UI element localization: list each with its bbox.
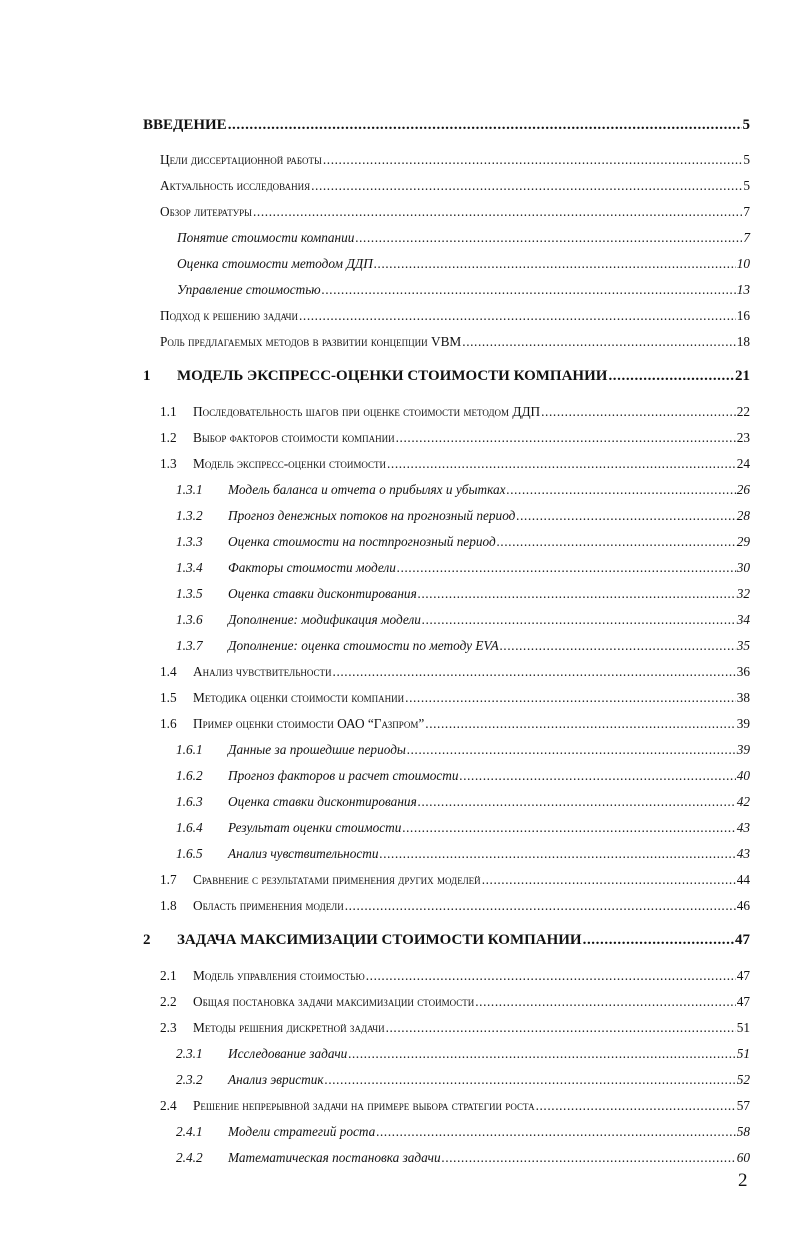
toc-entry-title: Модель управления стоимостью — [193, 968, 365, 983]
toc-entry[interactable] — [0, 768, 796, 788]
toc-entry-number: 1.3.7 — [176, 638, 203, 653]
toc-entry-number: 1.6.2 — [176, 768, 203, 783]
toc-entry-number: 1.1 — [160, 404, 177, 419]
toc-entry-number: 1.3.2 — [176, 508, 203, 523]
dot-leader — [228, 117, 742, 134]
toc-entry-number: 1.6 — [160, 716, 177, 731]
toc-entry-page: 44 — [736, 872, 750, 887]
toc-entry-line — [228, 846, 750, 862]
toc-entry[interactable] — [0, 368, 796, 388]
toc-entry[interactable] — [0, 690, 796, 710]
dot-leader — [460, 768, 736, 784]
toc-entry-title: ВВЕДЕНИЕ — [143, 117, 227, 133]
dot-leader — [311, 178, 742, 194]
toc-entry-title: Анализ чувствительности — [193, 664, 332, 679]
toc-entry[interactable] — [0, 308, 796, 328]
toc-entry-line — [228, 768, 750, 784]
toc-entry-line — [193, 430, 750, 446]
toc-entry-page: 32 — [736, 586, 750, 601]
toc-entry[interactable] — [0, 204, 796, 224]
dot-leader — [608, 368, 734, 385]
toc-entry-line — [160, 204, 750, 220]
toc-entry-title: Результат оценки стоимости — [228, 820, 402, 835]
toc-entry-page: 7 — [743, 230, 750, 245]
toc-entry[interactable] — [0, 334, 796, 354]
toc-entry-page: 47 — [736, 968, 750, 983]
toc-entry-number: 1.6.3 — [176, 794, 203, 809]
toc-entry[interactable] — [0, 178, 796, 198]
toc-entry-title: Модели стратегий роста — [228, 1124, 376, 1139]
toc-entry-number: 1.6.5 — [176, 846, 203, 861]
toc-entry[interactable] — [0, 794, 796, 814]
toc-entry[interactable] — [0, 898, 796, 918]
toc-entry-line — [160, 178, 750, 194]
toc-entry-title: Методика оценки стоимости компании — [193, 690, 405, 705]
dot-leader — [396, 430, 736, 446]
toc-entry-number: 2.4.2 — [176, 1150, 203, 1165]
toc-entry[interactable] — [0, 152, 796, 172]
toc-entry-page: 13 — [736, 282, 750, 297]
toc-entry-title: Управление стоимостью — [177, 282, 321, 297]
dot-leader — [366, 968, 736, 984]
toc-entry[interactable] — [0, 932, 796, 952]
dot-leader — [418, 586, 736, 602]
toc-entry-page: 38 — [736, 690, 750, 705]
toc-entry-title: ЗАДАЧА МАКСИМИЗАЦИИ СТОИМОСТИ КОМПАНИИ — [177, 932, 582, 948]
toc-entry-title: Анализ эвристик — [228, 1072, 324, 1087]
toc-entry[interactable] — [0, 560, 796, 580]
toc-entry-title: Оценка стоимости методом ДДП — [177, 256, 373, 271]
toc-entry-title: Математическая постановка задачи — [228, 1150, 441, 1165]
dot-leader — [442, 1150, 736, 1166]
dot-leader — [323, 152, 743, 168]
dot-leader — [397, 560, 736, 576]
toc-entry[interactable] — [0, 1150, 796, 1170]
toc-entry-title: Последовательность шагов при оценке стоимости методом ДДП — [193, 404, 541, 419]
toc-entry-line — [193, 690, 750, 706]
toc-entry-number: 1.6.4 — [176, 820, 203, 835]
toc-entry-page: 29 — [736, 534, 750, 549]
toc-entry-number: 1.3 — [160, 456, 177, 471]
dot-leader — [348, 1046, 735, 1062]
toc-entry-page: 60 — [736, 1150, 750, 1165]
dot-leader — [325, 1072, 736, 1088]
toc-entry-number: 2.3.2 — [176, 1072, 203, 1087]
dot-leader — [405, 690, 736, 706]
dot-leader — [536, 1098, 736, 1114]
toc-entry-page: 40 — [736, 768, 750, 783]
toc-entry[interactable] — [0, 1020, 796, 1040]
toc-entry-line — [228, 560, 750, 576]
toc-entry-line — [228, 638, 750, 654]
toc-entry-page: 18 — [736, 334, 750, 349]
toc-entry-number: 1.3.6 — [176, 612, 203, 627]
toc-entry-page: 30 — [736, 560, 750, 575]
toc-entry-title: Понятие стоимости компании — [177, 230, 355, 245]
toc-entry-title: Прогноз факторов и расчет стоимости — [228, 768, 459, 783]
toc-entry-number: 1.3.5 — [176, 586, 203, 601]
toc-entry-number: 2.4 — [160, 1098, 177, 1113]
toc-entry-page: 52 — [736, 1072, 750, 1087]
toc-entry-title: Подход к решению задачи — [160, 308, 298, 323]
toc-entry-line — [193, 1098, 750, 1114]
dot-leader — [376, 1124, 735, 1140]
toc-entry-title: Сравнение с результатами применения других моделей — [193, 872, 481, 887]
toc-entry-page: 10 — [736, 256, 750, 271]
toc-entry-title: Роль предлагаемых методов в развитии концепции VBM — [160, 334, 462, 349]
toc-entry-title: Обзор литературы — [160, 204, 252, 219]
toc-entry-title: Методы решения дискретной задачи — [193, 1020, 385, 1035]
toc-entry-title: Пример оценки стоимости ОАО “Газпром” — [193, 716, 425, 731]
toc-entry[interactable] — [0, 256, 796, 276]
toc-entry-page: 35 — [736, 638, 750, 653]
toc-entry-line — [228, 1046, 750, 1062]
toc-entry-line — [193, 456, 750, 472]
toc-entry-page: 47 — [736, 994, 750, 1009]
toc-entry-page: 47 — [735, 932, 750, 948]
toc-entry-title: Прогноз денежных потоков на прогнозный период — [228, 508, 516, 523]
toc-entry-line — [193, 968, 750, 984]
toc-entry-title: Данные за прошедшие периоды — [228, 742, 406, 757]
toc-entry-page: 46 — [736, 898, 750, 913]
dot-leader — [475, 994, 735, 1010]
dot-leader — [500, 638, 736, 654]
toc-entry-line — [177, 932, 750, 949]
toc-entry-title: Актуальность исследования — [160, 178, 311, 193]
toc-entry-number: 2.2 — [160, 994, 177, 1009]
toc-entry-page: 51 — [736, 1046, 750, 1061]
toc-entry-page: 28 — [736, 508, 750, 523]
dot-leader — [380, 846, 736, 862]
dot-leader — [402, 820, 735, 836]
dot-leader — [497, 534, 736, 550]
dot-leader — [516, 508, 735, 524]
dot-leader — [299, 308, 736, 324]
toc-entry-page: 39 — [736, 742, 750, 757]
toc-entry-line — [193, 404, 750, 420]
toc-entry-line — [228, 482, 750, 498]
toc-entry-page: 34 — [736, 612, 750, 627]
toc-entry-page: 23 — [736, 430, 750, 445]
toc-entry-line — [228, 742, 750, 758]
toc-entry[interactable] — [0, 664, 796, 684]
dot-leader — [345, 898, 736, 914]
toc-entry-line — [228, 820, 750, 836]
toc-entry-title: Оценка ставки дисконтирования — [228, 794, 417, 809]
dot-leader — [407, 742, 736, 758]
toc-entry-line — [177, 256, 750, 272]
toc-entry-number: 2.4.1 — [176, 1124, 203, 1139]
dot-leader — [425, 716, 735, 732]
toc-entry-page: 39 — [736, 716, 750, 731]
toc-entry[interactable] — [0, 994, 796, 1014]
dot-leader — [482, 872, 736, 888]
toc-entry-page: 51 — [736, 1020, 750, 1035]
toc-entry[interactable] — [0, 586, 796, 606]
toc-entry-page: 7 — [743, 204, 750, 219]
dot-leader — [322, 282, 736, 298]
toc-entry[interactable] — [0, 1072, 796, 1092]
toc-entry-number: 2.3.1 — [176, 1046, 203, 1061]
toc-entry-title: Общая постановка задачи максимизации стоимости — [193, 994, 475, 1009]
toc-entry[interactable] — [0, 508, 796, 528]
toc-entry-number: 2.3 — [160, 1020, 177, 1035]
toc-entry-line — [193, 1020, 750, 1036]
toc-entry[interactable] — [0, 282, 796, 302]
dot-leader — [583, 932, 734, 949]
toc-entry-title: Модель экспресс-оценки стоимости — [193, 456, 386, 471]
toc-entry-title: Выбор факторов стоимости компании — [193, 430, 395, 445]
toc-entry[interactable] — [0, 846, 796, 866]
toc-entry[interactable] — [0, 456, 796, 476]
toc-entry-page: 16 — [736, 308, 750, 323]
toc-entry[interactable] — [0, 534, 796, 554]
toc-entry[interactable] — [0, 820, 796, 840]
toc-entry-title: Дополнение: модификация модели — [228, 612, 421, 627]
toc-entry-line — [193, 872, 750, 888]
toc-entry-title: МОДЕЛЬ ЭКСПРЕСС-ОЦЕНКИ СТОИМОСТИ КОМПАНИИ — [177, 368, 608, 384]
dot-leader — [253, 204, 742, 220]
toc-entry-page: 22 — [736, 404, 750, 419]
toc-entry-page: 43 — [736, 846, 750, 861]
toc-entry-title: Факторы стоимости модели — [228, 560, 396, 575]
toc-entry-page: 21 — [735, 368, 750, 384]
toc-entry[interactable] — [0, 404, 796, 424]
toc-entry-page: 5 — [743, 152, 750, 167]
toc-entry-number: 1.3.4 — [176, 560, 203, 575]
toc-entry-line — [228, 508, 750, 524]
toc-entry-line — [228, 1124, 750, 1140]
toc-entry-title: Оценка ставки дисконтирования — [228, 586, 417, 601]
toc-entry-line — [228, 1072, 750, 1088]
toc-entry[interactable] — [0, 1046, 796, 1066]
toc-entry-page: 36 — [736, 664, 750, 679]
toc-entry-title: Решение непрерывной задачи на примере выбора стратегии роста — [193, 1098, 535, 1113]
toc-entry-page: 43 — [736, 820, 750, 835]
toc-entry-page: 57 — [736, 1098, 750, 1113]
dot-leader — [387, 456, 736, 472]
toc-entry[interactable] — [0, 430, 796, 450]
dot-leader — [418, 794, 736, 810]
toc-entry-number: 1.7 — [160, 872, 177, 887]
toc-entry-line — [160, 152, 750, 168]
toc-entry-number: 1.5 — [160, 690, 177, 705]
toc-entry-title: Модель баланса и отчета о прибылях и убытках — [228, 482, 506, 497]
toc-entry-number: 1 — [143, 368, 151, 384]
toc-entry-line — [228, 612, 750, 628]
toc-entry[interactable] — [0, 612, 796, 632]
toc-entry-title: Анализ чувствительности — [228, 846, 379, 861]
toc-entry-line — [228, 586, 750, 602]
dot-leader — [507, 482, 736, 498]
toc-entry-number: 2 — [143, 932, 151, 948]
toc-entry-page: 42 — [736, 794, 750, 809]
toc-entry-page: 5 — [743, 178, 750, 193]
dot-leader — [355, 230, 742, 246]
dot-leader — [333, 664, 736, 680]
toc-entry[interactable] — [0, 1098, 796, 1118]
toc-entry-line — [193, 898, 750, 914]
toc-entry-page: 24 — [736, 456, 750, 471]
dot-leader — [541, 404, 736, 420]
toc-entry-line — [177, 368, 750, 385]
page-number: 2 — [738, 1170, 748, 1191]
toc-entry-title: Исследование задачи — [228, 1046, 348, 1061]
toc-entry-line — [160, 308, 750, 324]
toc-entry-line — [177, 282, 750, 298]
dot-leader — [422, 612, 736, 628]
dot-leader — [374, 256, 736, 272]
toc-entry-title: Дополнение: оценка стоимости по методу EVA — [228, 638, 499, 653]
toc-entry-line — [177, 230, 750, 246]
toc-entry-line — [193, 994, 750, 1010]
toc-entry-line — [228, 794, 750, 810]
toc-entry-number: 1.6.1 — [176, 742, 203, 757]
toc-entry[interactable] — [0, 638, 796, 658]
toc-entry-line — [228, 534, 750, 550]
toc-entry[interactable] — [0, 230, 796, 250]
toc-entry-line — [193, 664, 750, 680]
dot-leader — [386, 1020, 736, 1036]
toc-entry-number: 1.2 — [160, 430, 177, 445]
toc-entry-page: 26 — [736, 482, 750, 497]
toc-entry-number: 1.8 — [160, 898, 177, 913]
toc-entry-number: 1.3.3 — [176, 534, 203, 549]
toc-entry[interactable] — [0, 742, 796, 762]
toc-entry[interactable] — [0, 716, 796, 736]
toc-entry-page: 58 — [736, 1124, 750, 1139]
toc-entry-title: Цели диссертационной работы — [160, 152, 322, 167]
toc-entry[interactable] — [0, 1124, 796, 1144]
toc-entry-number: 2.1 — [160, 968, 177, 983]
toc-entry[interactable] — [0, 872, 796, 892]
toc-entry-number: 1.4 — [160, 664, 177, 679]
dot-leader — [462, 334, 735, 350]
toc-entry-title: Область применения модели — [193, 898, 344, 913]
toc-entry-page: 5 — [742, 117, 750, 133]
toc-entry[interactable] — [0, 482, 796, 502]
toc-entry[interactable] — [0, 968, 796, 988]
toc-entry-line — [228, 1150, 750, 1166]
toc-entry-number: 1.3.1 — [176, 482, 203, 497]
toc-entry-line — [143, 117, 750, 134]
toc-entry-line — [193, 716, 750, 732]
toc-entry-title: Оценка стоимости на постпрогнозный период — [228, 534, 496, 549]
toc-entry-line — [160, 334, 750, 350]
toc-entry[interactable] — [0, 117, 796, 137]
